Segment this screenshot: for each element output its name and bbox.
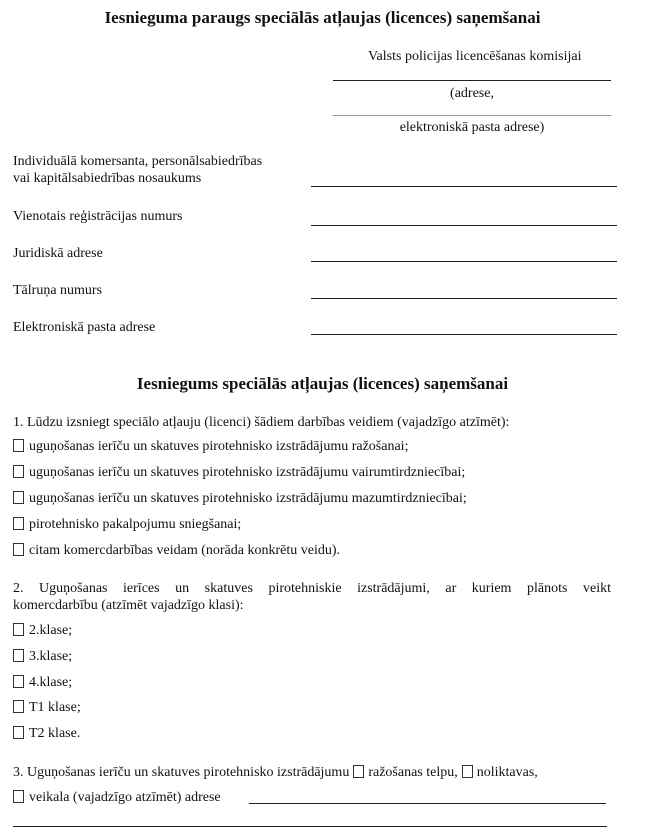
- reg-number-label: Vienotais reģistrācijas numurs: [13, 209, 183, 224]
- q1-text: 1. Lūdzu izsniegt speciālo atļauju (licenci) šādiem darbības veidiem (vajadzīgo atzīmēt):: [13, 415, 510, 430]
- q3-address-line[interactable]: [249, 803, 606, 804]
- checkbox[interactable]: [13, 465, 24, 478]
- company-name-line[interactable]: [311, 186, 617, 187]
- email-line[interactable]: [311, 334, 617, 335]
- q2-option-class4[interactable]: 4.klase;: [13, 674, 72, 691]
- checkbox-shop[interactable]: [13, 790, 24, 803]
- reg-number-line[interactable]: [311, 225, 617, 226]
- checkbox[interactable]: [13, 700, 24, 713]
- checkbox[interactable]: [13, 439, 24, 452]
- checkbox-warehouse[interactable]: [462, 765, 473, 778]
- q1-option-2[interactable]: uguņošanas ierīču un skatuves pirotehnisko izstrādājumu vairumtirdzniecībai;: [13, 464, 465, 481]
- checkbox[interactable]: [13, 649, 24, 662]
- email-label: Elektroniskā pasta adrese: [13, 320, 156, 335]
- checkbox-production[interactable]: [353, 765, 364, 778]
- legal-address-line[interactable]: [311, 261, 617, 262]
- legal-address-label: Juridiskā adrese: [13, 246, 103, 261]
- application-title: Iesniegums speciālās atļaujas (licences) saņemšanai: [136, 374, 509, 393]
- checkbox[interactable]: [13, 517, 24, 530]
- q1-option-1[interactable]: uguņošanas ierīču un skatuves pirotehnisko izstrādājumu ražošanai;: [13, 438, 408, 455]
- checkbox[interactable]: [13, 623, 24, 636]
- recipient-label: Valsts policijas licencēšanas komisijai: [368, 49, 582, 64]
- q3-line2: veikala (vajadzīgo atzīmēt) adrese: [13, 789, 221, 806]
- q1-option-3[interactable]: uguņošanas ierīču un skatuves pirotehnisko izstrādājumu mazumtirdzniecībai;: [13, 490, 467, 507]
- q2-option-class2[interactable]: 2.klase;: [13, 622, 72, 639]
- recipient-address-line[interactable]: [333, 80, 611, 81]
- checkbox[interactable]: [13, 491, 24, 504]
- document-title: Iesnieguma paraugs speciālās atļaujas (licences) saņemšanai: [104, 8, 541, 27]
- q3-line1: 3. Uguņošanas ierīču un skatuves pirotehnisko izstrādājumu ražošanas telpu, noliktavas,: [13, 765, 538, 780]
- recipient-email-line[interactable]: [333, 115, 611, 116]
- q1-option-4[interactable]: pirotehnisko pakalpojumu sniegšanai;: [13, 516, 241, 533]
- q2-option-t1[interactable]: T1 klase;: [13, 699, 81, 716]
- checkbox[interactable]: [13, 726, 24, 739]
- email-hint: elektroniskā pasta adrese): [399, 120, 545, 135]
- q2-option-t2[interactable]: T2 klase.: [13, 725, 80, 742]
- q1-option-5[interactable]: citam komercdarbības veidam (norāda konkrētu veidu).: [13, 542, 340, 559]
- q3-address-line-2[interactable]: [13, 826, 607, 827]
- company-name-label: Individuālā komersanta, personālsabiedrības vai kapitālsabiedrības nosaukums: [13, 154, 263, 186]
- q2-option-class3[interactable]: 3.klase;: [13, 648, 72, 665]
- phone-label: Tālruņa numurs: [13, 283, 103, 298]
- phone-line[interactable]: [311, 298, 617, 299]
- checkbox[interactable]: [13, 543, 24, 556]
- q2-text-line2: komercdarbību (atzīmēt vajadzīgo klasi):: [13, 598, 244, 613]
- address-hint: (adrese,: [450, 86, 494, 101]
- q2-text-line1: 2. Uguņošanas ierīces un skatuves pirotehniskie izstrādājumi, ar kuriem plānots veikt: [13, 581, 611, 596]
- checkbox[interactable]: [13, 675, 24, 688]
